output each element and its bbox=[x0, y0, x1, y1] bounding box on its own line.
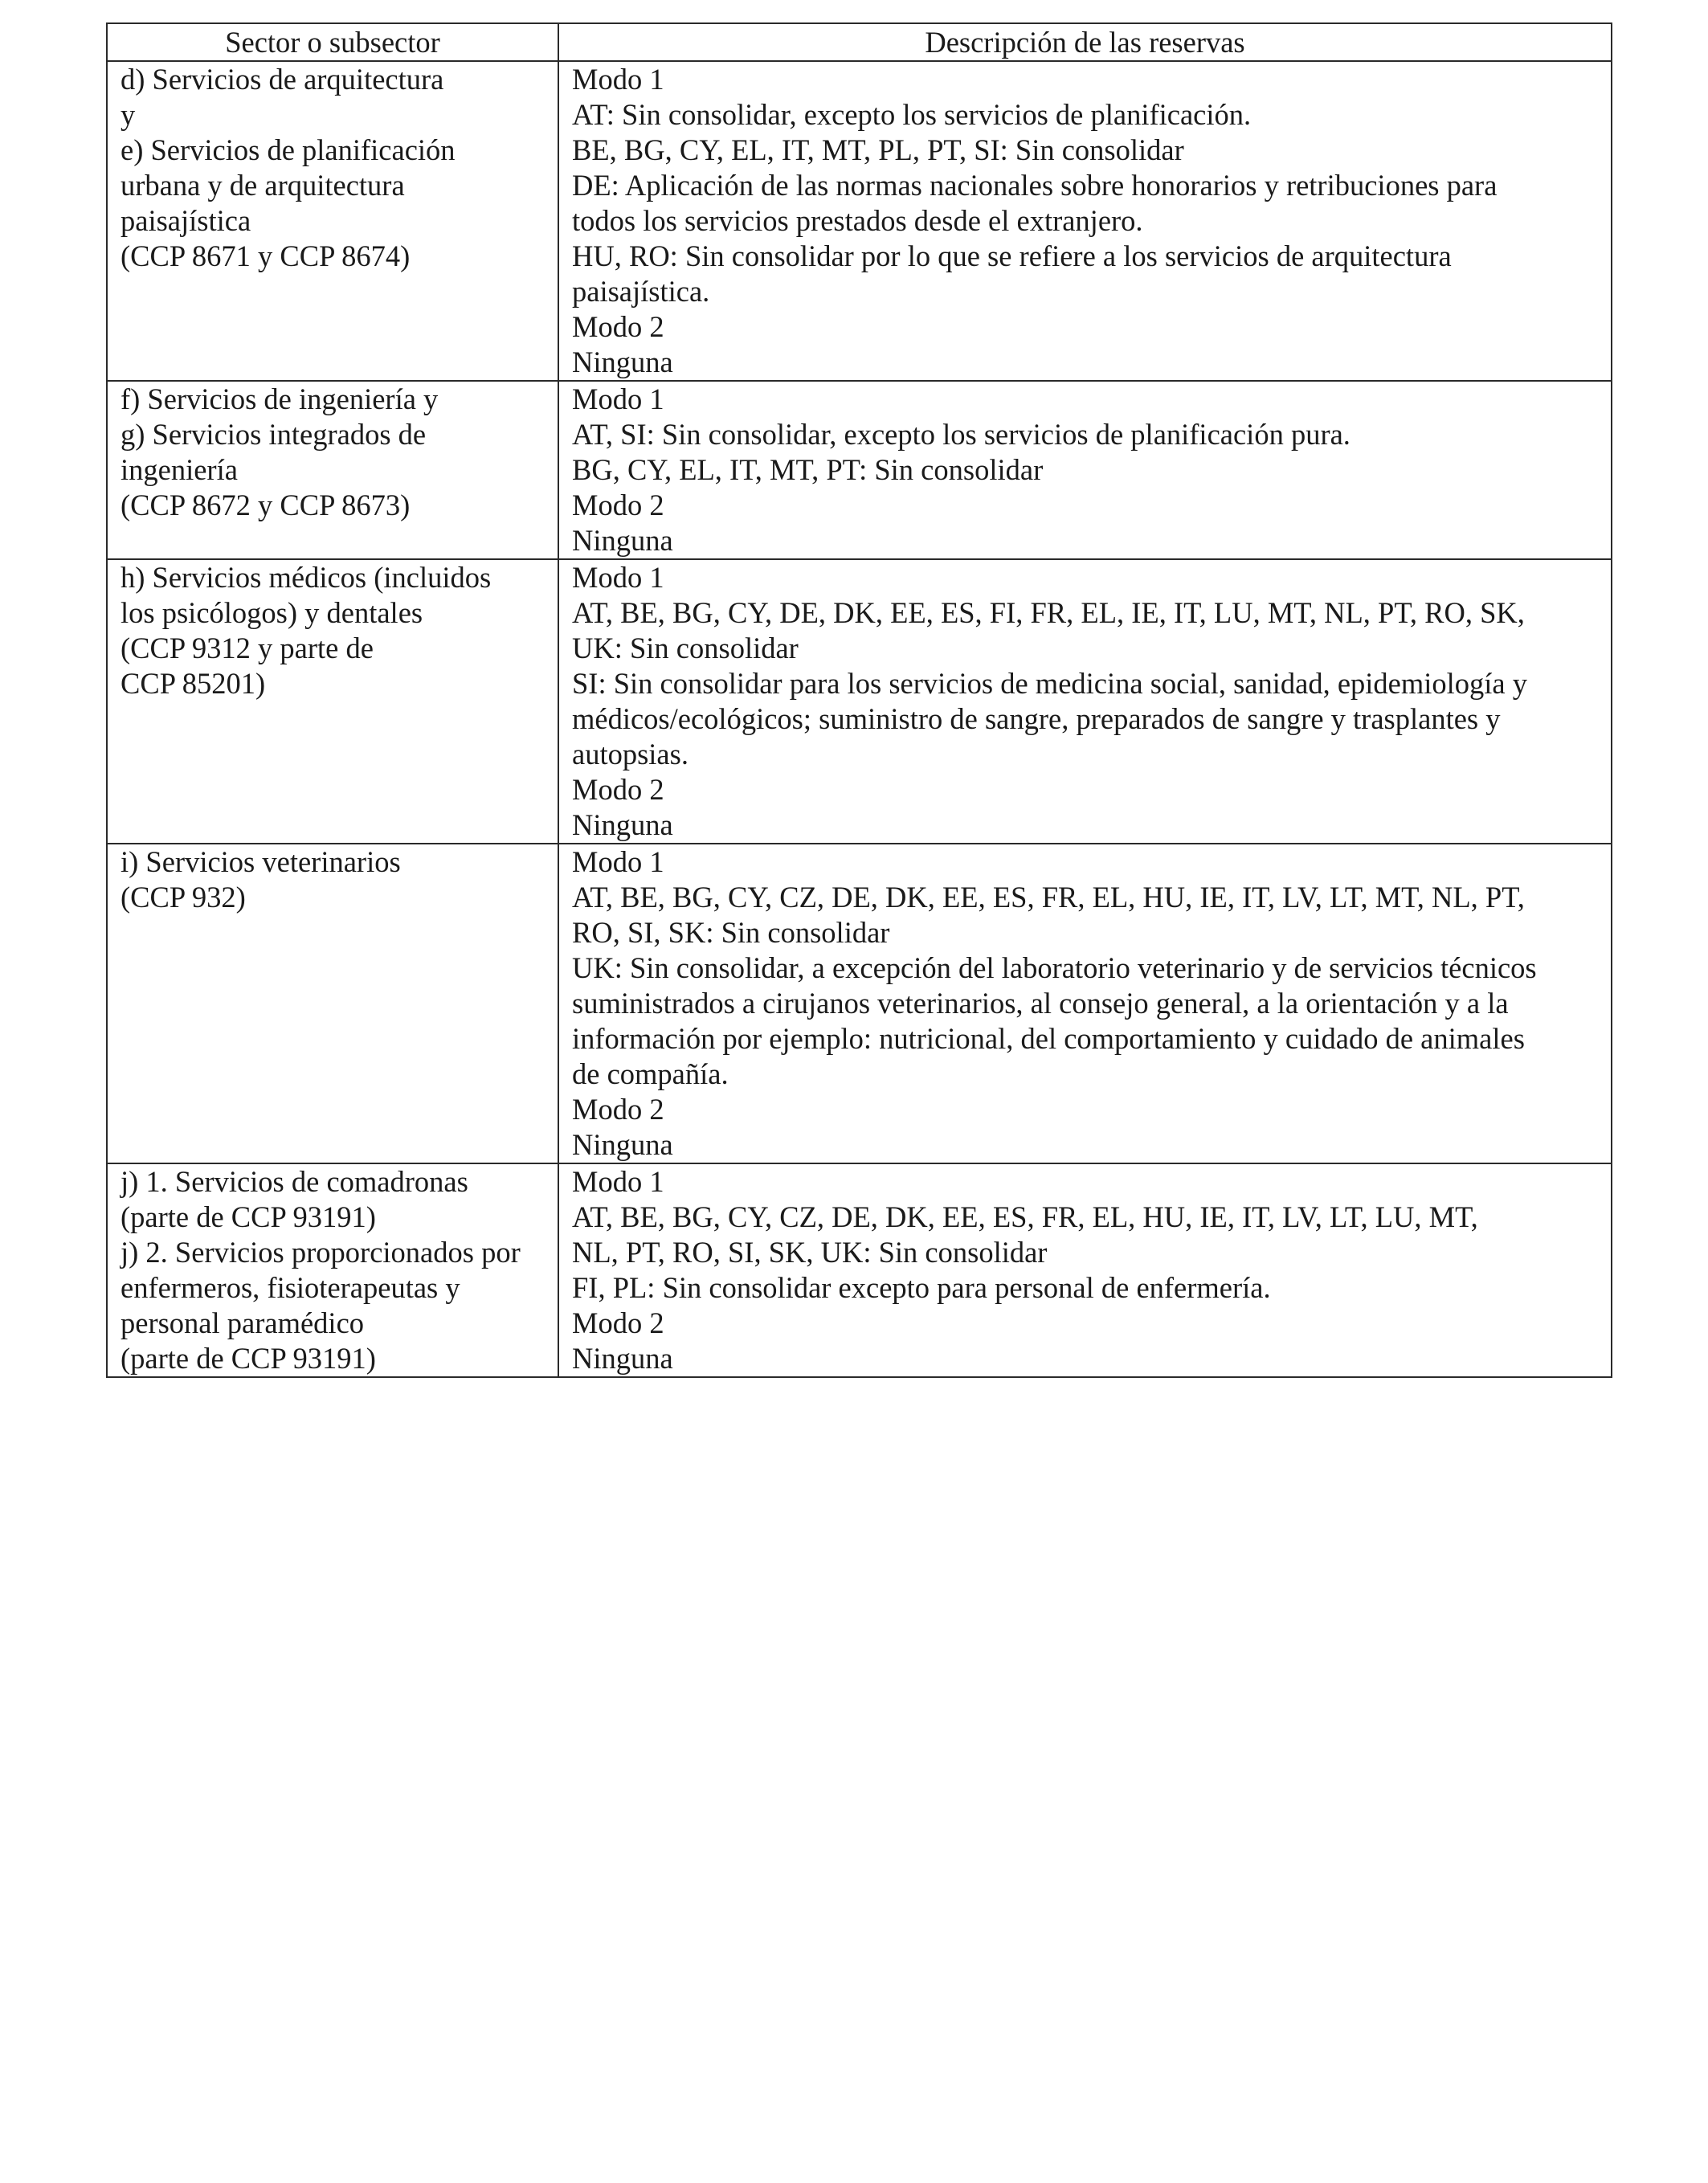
description-cell bbox=[558, 61, 1612, 381]
description-line: AT, SI: Sin consolidar, excepto los servicios de planificación pura. bbox=[572, 418, 1350, 451]
description-line: HU, RO: Sin consolidar por lo que se refiere a los servicios de arquitectura bbox=[572, 239, 1452, 272]
description-line: BG, CY, EL, IT, MT, PT: Sin consolidar bbox=[572, 453, 1044, 486]
reservations-table bbox=[106, 22, 1612, 1378]
table-row bbox=[107, 559, 1612, 844]
description-line: UK: Sin consolidar bbox=[572, 632, 799, 664]
description-line: información por ejemplo: nutricional, del comportamiento y cuidado de animales bbox=[572, 1022, 1525, 1055]
sector-line: d) Servicios de arquitectura bbox=[121, 63, 444, 96]
description-line: UK: Sin consolidar, a excepción del laboratorio veterinario y de servicios técnicos bbox=[572, 951, 1537, 984]
sector-line: h) Servicios médicos (incluidos bbox=[121, 561, 492, 594]
sector-line: CCP 85201) bbox=[121, 667, 266, 700]
sector-line: i) Servicios veterinarios bbox=[121, 845, 401, 878]
description-line: AT: Sin consolidar, excepto los servicios de planificación. bbox=[572, 98, 1252, 131]
description-line: Modo 1 bbox=[572, 382, 664, 415]
sector-line: j) 1. Servicios de comadronas bbox=[121, 1165, 468, 1198]
sector-line: paisajística bbox=[121, 204, 251, 237]
table-row bbox=[107, 381, 1612, 559]
description-line: AT, BE, BG, CY, CZ, DE, DK, EE, ES, FR, EL, HU, IE, IT, LV, LT, MT, NL, PT, bbox=[572, 881, 1525, 914]
header-row bbox=[107, 23, 1612, 61]
header-sector: Sector o subsector bbox=[107, 23, 558, 61]
sector-cell bbox=[107, 61, 558, 381]
sector-cell bbox=[107, 844, 558, 1163]
description-line: NL, PT, RO, SI, SK, UK: Sin consolidar bbox=[572, 1236, 1048, 1269]
description-line: Modo 2 bbox=[572, 1093, 664, 1126]
description-line: de compañía. bbox=[572, 1057, 729, 1090]
description-line: Modo 2 bbox=[572, 1306, 664, 1339]
description-line: Modo 2 bbox=[572, 773, 664, 806]
sector-line: urbana y de arquitectura bbox=[121, 169, 405, 202]
sector-line: y bbox=[121, 98, 136, 131]
sector-cell bbox=[107, 381, 558, 559]
description-line: SI: Sin consolidar para los servicios de medicina social, sanidad, epidemiología y bbox=[572, 667, 1528, 700]
sector-line: (CCP 8671 y CCP 8674) bbox=[121, 239, 411, 272]
description-line: AT, BE, BG, CY, CZ, DE, DK, EE, ES, FR, EL, HU, IE, IT, LV, LT, LU, MT, bbox=[572, 1200, 1478, 1233]
sector-line: (parte de CCP 93191) bbox=[121, 1342, 376, 1375]
description-line: Modo 2 bbox=[572, 489, 664, 521]
description-line: BE, BG, CY, EL, IT, MT, PL, PT, SI: Sin consolidar bbox=[572, 133, 1184, 166]
description-line: Ninguna bbox=[572, 808, 673, 841]
sector-line: (CCP 9312 y parte de bbox=[121, 632, 374, 664]
sector-line: f) Servicios de ingeniería y bbox=[121, 382, 439, 415]
sector-cell bbox=[107, 559, 558, 844]
sector-line: e) Servicios de planificación bbox=[121, 133, 456, 166]
description-line: RO, SI, SK: Sin consolidar bbox=[572, 916, 890, 949]
description-cell bbox=[558, 1163, 1612, 1377]
sector-line: (CCP 8672 y CCP 8673) bbox=[121, 489, 411, 521]
table-row bbox=[107, 61, 1612, 381]
description-line: Modo 1 bbox=[572, 1165, 664, 1198]
sector-line: ingeniería bbox=[121, 453, 238, 486]
description-line: FI, PL: Sin consolidar excepto para personal de enfermería. bbox=[572, 1271, 1271, 1304]
sector-line: los psicólogos) y dentales bbox=[121, 596, 423, 629]
description-line: Modo 2 bbox=[572, 310, 664, 343]
description-line: paisajística. bbox=[572, 275, 710, 308]
table-body bbox=[107, 61, 1612, 1377]
description-line: Ninguna bbox=[572, 1342, 673, 1375]
table-header bbox=[107, 23, 1612, 61]
sector-line: j) 2. Servicios proporcionados por bbox=[121, 1236, 521, 1269]
description-line: médicos/ecológicos; suministro de sangre, preparados de sangre y trasplantes y bbox=[572, 702, 1501, 735]
description-line: Modo 1 bbox=[572, 561, 664, 594]
sector-line: personal paramédico bbox=[121, 1306, 365, 1339]
description-line: Ninguna bbox=[572, 345, 673, 378]
description-cell bbox=[558, 381, 1612, 559]
description-line: Modo 1 bbox=[572, 63, 664, 96]
sector-line: enfermeros, fisioterapeutas y bbox=[121, 1271, 460, 1304]
sector-cell bbox=[107, 1163, 558, 1377]
description-line: AT, BE, BG, CY, DE, DK, EE, ES, FI, FR, EL, IE, IT, LU, MT, NL, PT, RO, SK, bbox=[572, 596, 1525, 629]
description-line: todos los servicios prestados desde el extranjero. bbox=[572, 204, 1143, 237]
sector-line: (CCP 932) bbox=[121, 881, 246, 914]
description-line: autopsias. bbox=[572, 738, 689, 771]
sector-line: (parte de CCP 93191) bbox=[121, 1200, 376, 1233]
description-line: Ninguna bbox=[572, 524, 673, 557]
sector-line: g) Servicios integrados de bbox=[121, 418, 427, 451]
table-row bbox=[107, 844, 1612, 1163]
description-line: suministrados a cirujanos veterinarios, al consejo general, a la orientación y a la bbox=[572, 987, 1509, 1020]
description-cell bbox=[558, 844, 1612, 1163]
description-line: Modo 1 bbox=[572, 845, 664, 878]
table-row bbox=[107, 1163, 1612, 1377]
description-cell bbox=[558, 559, 1612, 844]
description-line: DE: Aplicación de las normas nacionales sobre honorarios y retribuciones para bbox=[572, 169, 1498, 202]
description-line: Ninguna bbox=[572, 1128, 673, 1161]
header-description: Descripción de las reservas bbox=[558, 23, 1612, 61]
